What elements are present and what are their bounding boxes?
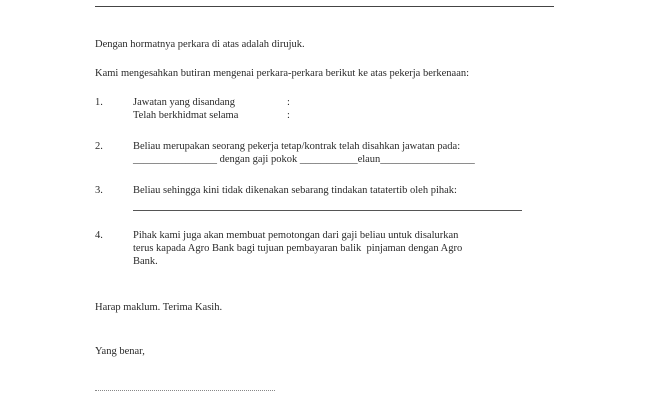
item-3-line-1: Beliau sehingga kini tidak dikenakan sebarang tindakan tatatertib oleh pihak: bbox=[133, 185, 457, 196]
closing-line: Harap maklum. Terima Kasih. bbox=[95, 302, 223, 313]
header-divider bbox=[95, 6, 554, 7]
item-1-position-colon: : bbox=[287, 97, 290, 108]
item-1-number: 1. bbox=[95, 97, 103, 108]
opening-paragraph: Dengan hormatnya perkara di atas adalah dirujuk. bbox=[95, 39, 305, 50]
item-1-service-colon: : bbox=[287, 110, 290, 121]
item-3-fill-line bbox=[133, 210, 522, 211]
confirmation-paragraph: Kami mengesahkan butiran mengenai perkara-perkara berikut ke atas pekerja berkenaan: bbox=[95, 68, 470, 79]
item-4-line-2: terus kapada Agro Bank bagi tujuan pembayaran balik pinjaman dengan Agro bbox=[133, 243, 463, 254]
item-2-number: 2. bbox=[95, 141, 103, 152]
item-1-position-label: Jawatan yang disandang bbox=[133, 97, 236, 108]
item-3-number: 3. bbox=[95, 185, 103, 196]
item-4-line-3: Bank. bbox=[133, 256, 158, 267]
item-2-line-2: ________________ dengan gaji pokok ___________elaun__________________ bbox=[133, 154, 475, 165]
item-2-line-1: Beliau merupakan seorang pekerja tetap/kontrak telah disahkan jawatan pada: bbox=[133, 141, 461, 152]
sign-off: Yang benar, bbox=[95, 346, 145, 357]
signature-line bbox=[95, 390, 275, 391]
item-1-service-label: Telah berkhidmat selama bbox=[133, 110, 239, 121]
item-4-number: 4. bbox=[95, 230, 103, 241]
item-4-line-1: Pihak kami juga akan membuat pemotongan dari gaji beliau untuk disalurkan bbox=[133, 230, 459, 241]
